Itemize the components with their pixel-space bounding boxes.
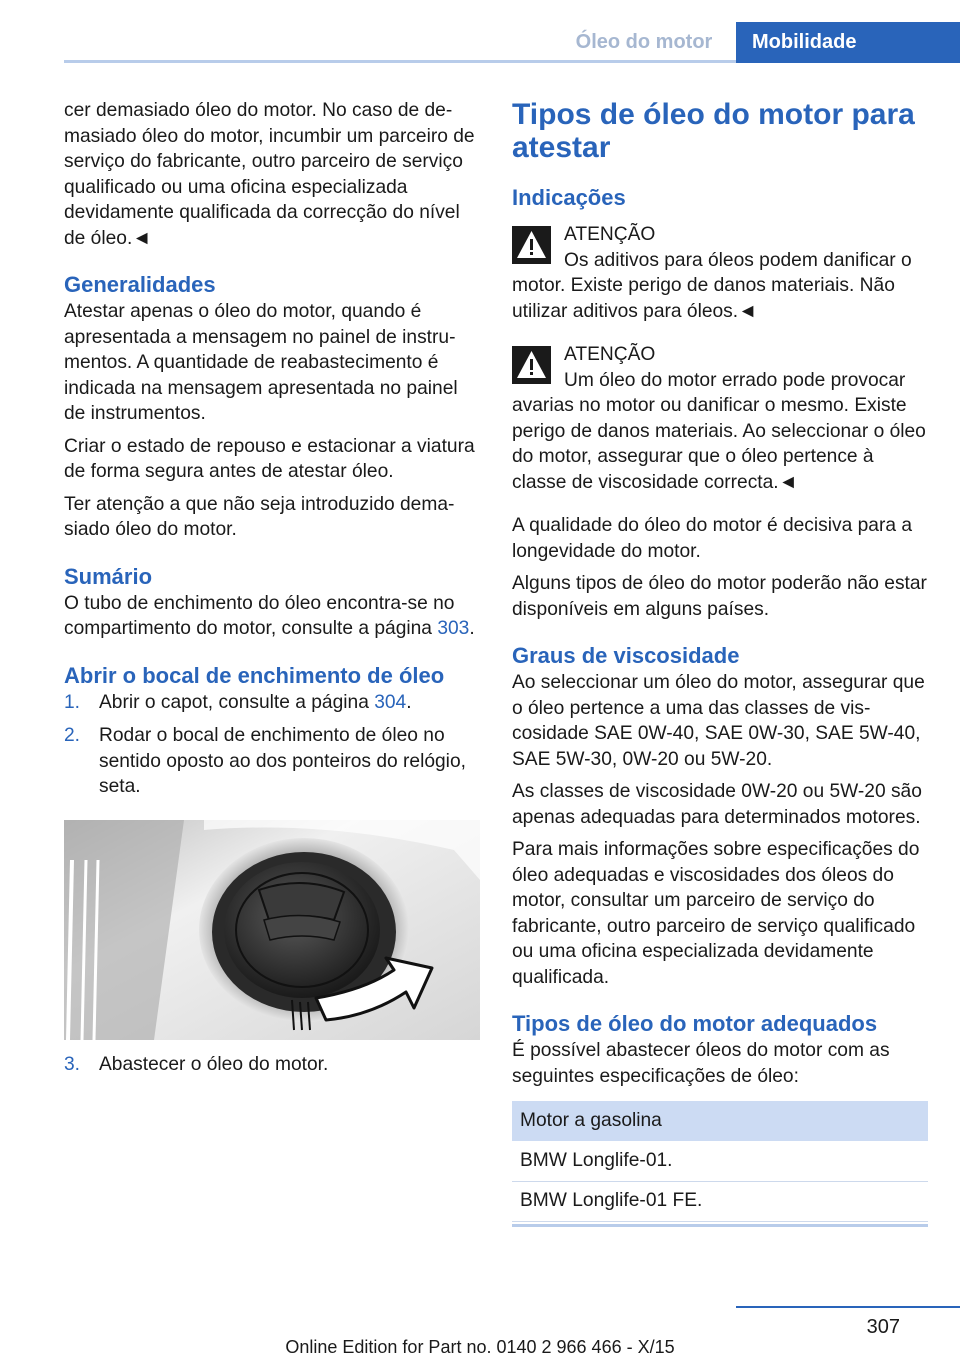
warning-label: ATENÇÃO [564, 224, 656, 245]
warning-text: motor. Existe perigo de danos materiais. Não utilizar aditivos para óleos.◄ [512, 275, 895, 322]
table-bottom-rule [512, 1224, 928, 1227]
heading-sumario: Sumário [64, 563, 153, 589]
warning-triangle-icon [512, 226, 551, 264]
indicacoes-p2: Alguns tipos de óleo do motor poderão não estar disponíveis em alguns países. [512, 573, 927, 620]
intro-paragraph: cer demasiado óleo do motor. No caso de demasiado óleo do motor, incumbir um parceiro de serviço do fabricante, outro parceiro de serviço qualificado ou uma oficina especializada devidamente qualificada da correcção do nível de óleo.◄ [64, 100, 475, 249]
graus-p1: Ao seleccionar um óleo do motor, assegurar que o óleo pertence a uma das classes de viscosidade SAE 0W-40, SAE 0W-30, SAE 5W-40, SAE 5W-30, 0W-20 ou 5W-20. [512, 672, 925, 770]
steps-list-continued [64, 1052, 482, 1078]
generalidades-p1: Atestar apenas o óleo do motor, quando é apresentada a mensagem no painel de instrumentos. A quantidade de reabastecimento é indicada na mensagem apresentada no painel de instrumentos. [64, 301, 458, 424]
footer-rule [736, 1306, 960, 1308]
table-row [512, 1181, 928, 1221]
page-link-304[interactable]: 304 [374, 691, 407, 713]
oil-spec-table [512, 1101, 928, 1222]
header-chapter-tab: Mobilidade [736, 22, 960, 63]
page-link-303[interactable]: 303 [437, 618, 470, 639]
graus-p2: As classes de viscosidade 0W-20 ou 5W-20 são apenas adequadas para determinados motores. [512, 781, 922, 828]
indicacoes-p1: A qualidade do óleo do motor é decisiva para a longevidade do motor. [512, 515, 913, 562]
warning-block [512, 342, 930, 495]
table-cell: BMW Longlife-01 FE. [512, 1181, 928, 1221]
heading-graus-viscosidade: Graus de viscosidade [512, 643, 740, 668]
left-column [64, 98, 482, 1085]
graus-p3: Para mais informações sobre especificações do óleo adequadas e viscosidades dos óleos do motor, consultar um parceiro de serviço do fabricante, outro parceiro de serviço qualificado ou uma oficina especializada devidamente qualificada. [512, 839, 920, 988]
step-number: 1. [64, 691, 81, 713]
warning-triangle-icon [512, 346, 551, 384]
edition-footer: Online Edition for Part no. 0140 2 966 466 - X/15 [285, 1337, 675, 1357]
page-number: 307 [866, 1316, 900, 1338]
warning-text-first: Um óleo do motor errado pode provocar [564, 369, 906, 391]
warning-text: avarias no motor ou danificar o mesmo. Existe perigo de danos materiais. Ao seleccionar o óleo do motor, assegurar que o óleo pertence à classe de viscosidade correcta.◄ [512, 395, 926, 493]
heading-generalidades: Generalidades [64, 272, 216, 297]
right-column [512, 98, 930, 1227]
table-cell: BMW Longlife-01. [512, 1141, 928, 1181]
table-row [512, 1141, 928, 1181]
generalidades-p2: Criar o estado de repouso e estacionar a viatura de forma segura antes de atestar óleo. [64, 435, 475, 482]
oil-filler-cap-image [64, 820, 480, 1040]
warning-block [512, 222, 930, 324]
heading-abrir-bocal: Abrir o bocal de enchimento de óleo [64, 662, 445, 688]
heading-tipos-adequados: Tipos de óleo do motor adequados [512, 1011, 878, 1036]
step-number: 3. [64, 1053, 81, 1075]
list-item: 2. Rodar o bocal de enchimento de óleo no sentido oposto ao dos ponteiros do relógio, seta. [64, 725, 466, 797]
steps-list [64, 690, 482, 800]
step-number: 2. [64, 725, 81, 746]
sumario-paragraph: O tubo de enchimento do óleo encontra-se no compartimento do motor, consulte a página 303. [64, 592, 475, 639]
section-title: Tipos de óleo do motor para atestar [512, 98, 915, 164]
generalidades-p3: Ter atenção a que não seja introduzido demasiado óleo do motor. [64, 493, 455, 540]
heading-indicacoes: Indicações [512, 185, 626, 210]
warning-text-first: Os aditivos para óleos podem danificar o [564, 249, 912, 271]
header-section-title: Óleo do motor [575, 31, 713, 53]
warning-label: ATENÇÃO [564, 344, 656, 365]
table-header-cell: Motor a gasolina [512, 1101, 928, 1141]
list-item: 3. Abastecer o óleo do motor. [64, 1052, 482, 1078]
adequados-p1: É possível abastecer óleos do motor com as seguintes especificações de óleo: [512, 1040, 890, 1087]
list-item: 1. Abrir o capot, consulte a página 304. [64, 690, 482, 716]
